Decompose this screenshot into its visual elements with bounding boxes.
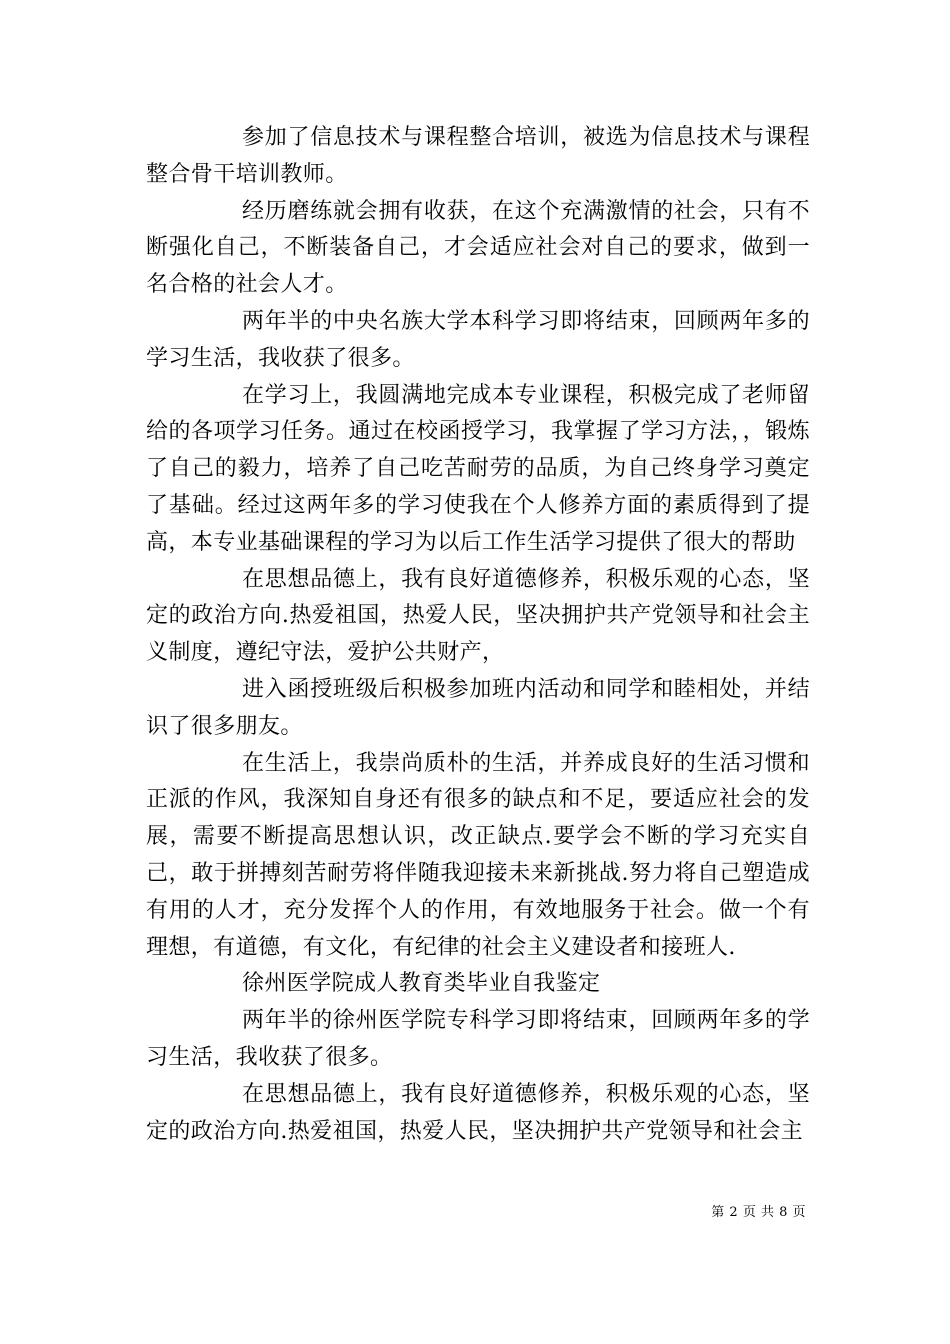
document-body bbox=[146, 120, 810, 1150]
paragraph-study-intro: 两年半的中央名族大学本科学习即将结束，回顾两年多的学习生活，我收获了很多。 bbox=[146, 308, 810, 371]
page-number: 第 2 页 共 8 页 bbox=[711, 1205, 806, 1220]
paragraph-xuzhou-intro: 两年半的徐州医学院专科学习即将结束，回顾两年多的学习生活，我收获了很多。 bbox=[146, 1008, 810, 1070]
paragraph-training: 参加了信息技术与课程整合培训，被选为信息技术与课程整合骨干培训教师。 bbox=[146, 125, 810, 187]
paragraph-morality: 在思想品德上，我有良好道德修养，积极乐观的心态，坚定的政治方向.热爱祖国，热爱人民，坚决拥护共产党领导和社会主义制度，遵纪守法，爱护公共财产， bbox=[146, 566, 810, 666]
paragraph-life: 在生活上，我崇尚质朴的生活，并养成良好的生活习惯和正派的作风，我深知自身还有很多的缺点和不足，要适应社会的发展，需要不断提高思想认识，改正缺点.要学会不断的学习充实自己，敢于拼搏刻苦耐劳将伴随我迎接未来新挑战.努力将自己塑造成有用的人才，充分发挥个人的作用，有效地服务于社会。做一个有理想，有道德，有文化，有纪律的社会主义建设者和接班人. bbox=[146, 750, 810, 960]
paragraph-tempering: 经历磨练就会拥有收获，在这个充满激情的社会，只有不断强化自己，不断装备自己，才会适应社会对自己的要求，做到一名合格的社会人才。 bbox=[146, 198, 810, 298]
paragraph-study: 在学习上，我圆满地完成本专业课程，积极完成了老师留给的各项学习任务。通过在校函授学习，我掌握了学习方法，，锻炼了自己的毅力，培养了自己吃苦耐劳的品质，为自己终身学习奠定了基础。经过这两年多的学习使我在个人修养方面的素质得到了提高，本专业基础课程的学习为以后工作生活学习提供了很大的帮助 bbox=[146, 382, 810, 555]
paragraph-class-activities: 进入函授班级后积极参加班内活动和同学和睦相处，并结识了很多朋友。 bbox=[146, 676, 810, 739]
paragraph-xuzhou-morality: 在思想品德上，我有良好道德修养，积极乐观的心态，坚定的政治方向.热爱祖国，热爱人民，坚决拥护共产党领导和社会主 bbox=[146, 1081, 810, 1144]
section-heading: 徐州医学院成人教育类毕业自我鉴定 bbox=[242, 971, 601, 997]
